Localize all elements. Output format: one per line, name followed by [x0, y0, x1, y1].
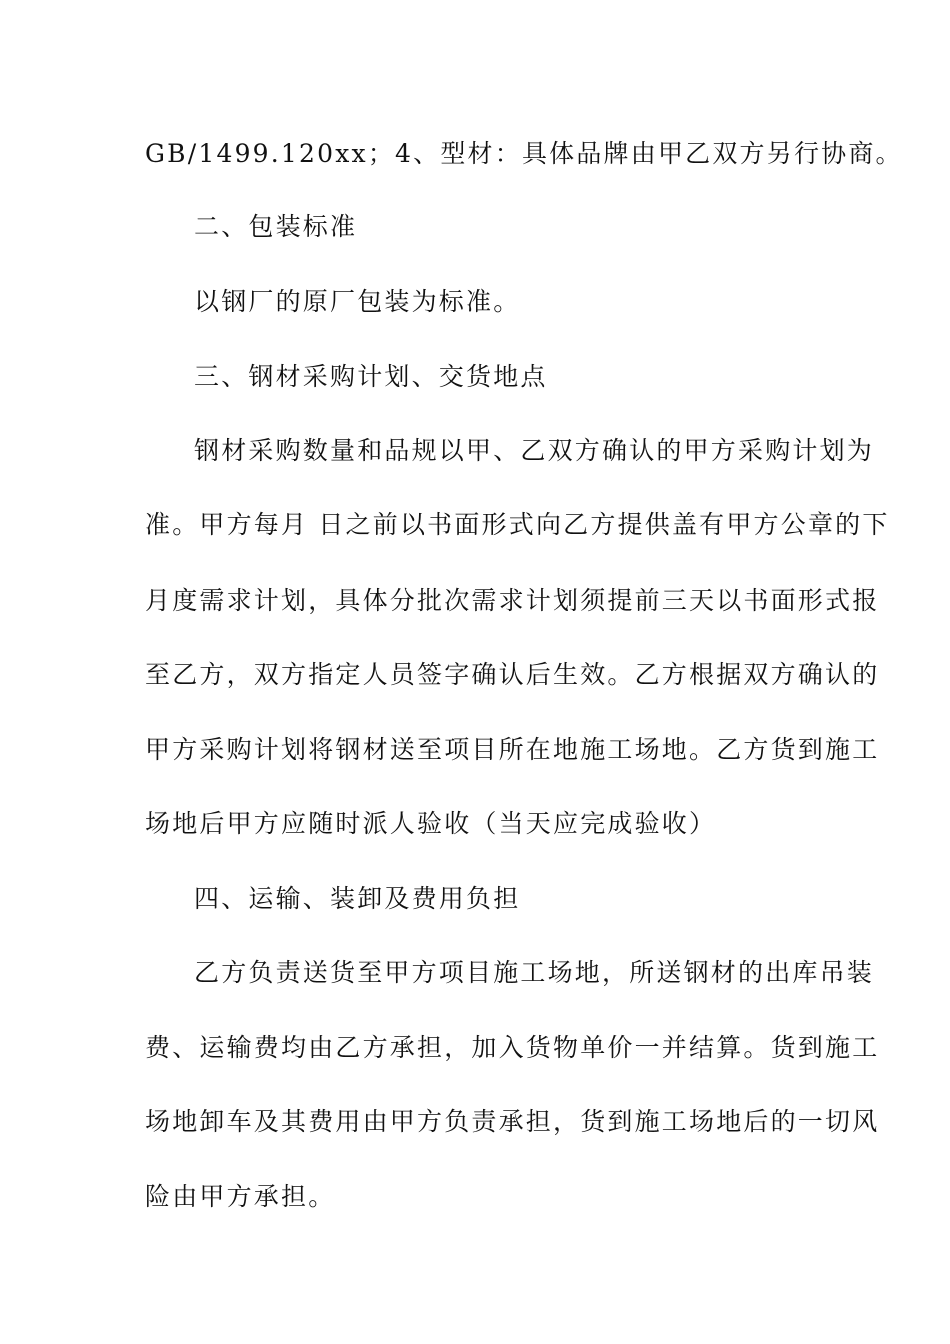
text-line: 场地卸车及其费用由甲方负责承担，货到施工场地后的一切风 [145, 1107, 880, 1136]
text-line: GB/1499.120xx；4、型材：具体品牌由甲乙双方另行协商。 [145, 139, 903, 168]
section-heading: 二、包装标准 [194, 212, 358, 241]
text-line: 月度需求计划，具体分批次需求计划须提前三天以书面形式报 [145, 586, 880, 615]
section-heading: 四、运输、装卸及费用负担 [194, 884, 521, 913]
text-line: 以钢厂的原厂包装为标准。 [194, 287, 521, 316]
text-line: 险由甲方承担。 [145, 1182, 336, 1211]
text-line: 准。甲方每月 日之前以书面形式向乙方提供盖有甲方公章的下 [145, 510, 890, 539]
text-line: 费、运输费均由乙方承担，加入货物单价一并结算。货到施工 [145, 1033, 880, 1062]
text-line: 甲方采购计划将钢材送至项目所在地施工场地。乙方货到施工 [145, 735, 880, 764]
text-line: 场地后甲方应随时派人验收（当天应完成验收） [145, 809, 717, 838]
section-heading: 三、钢材采购计划、交货地点 [194, 362, 548, 391]
text-line: 乙方负责送货至甲方项目施工场地，所送钢材的出库吊装 [194, 958, 875, 987]
text-line: 钢材采购数量和品规以甲、乙双方确认的甲方采购计划为 [194, 436, 875, 465]
text-line: 至乙方，双方指定人员签字确认后生效。乙方根据双方确认的 [145, 660, 880, 689]
